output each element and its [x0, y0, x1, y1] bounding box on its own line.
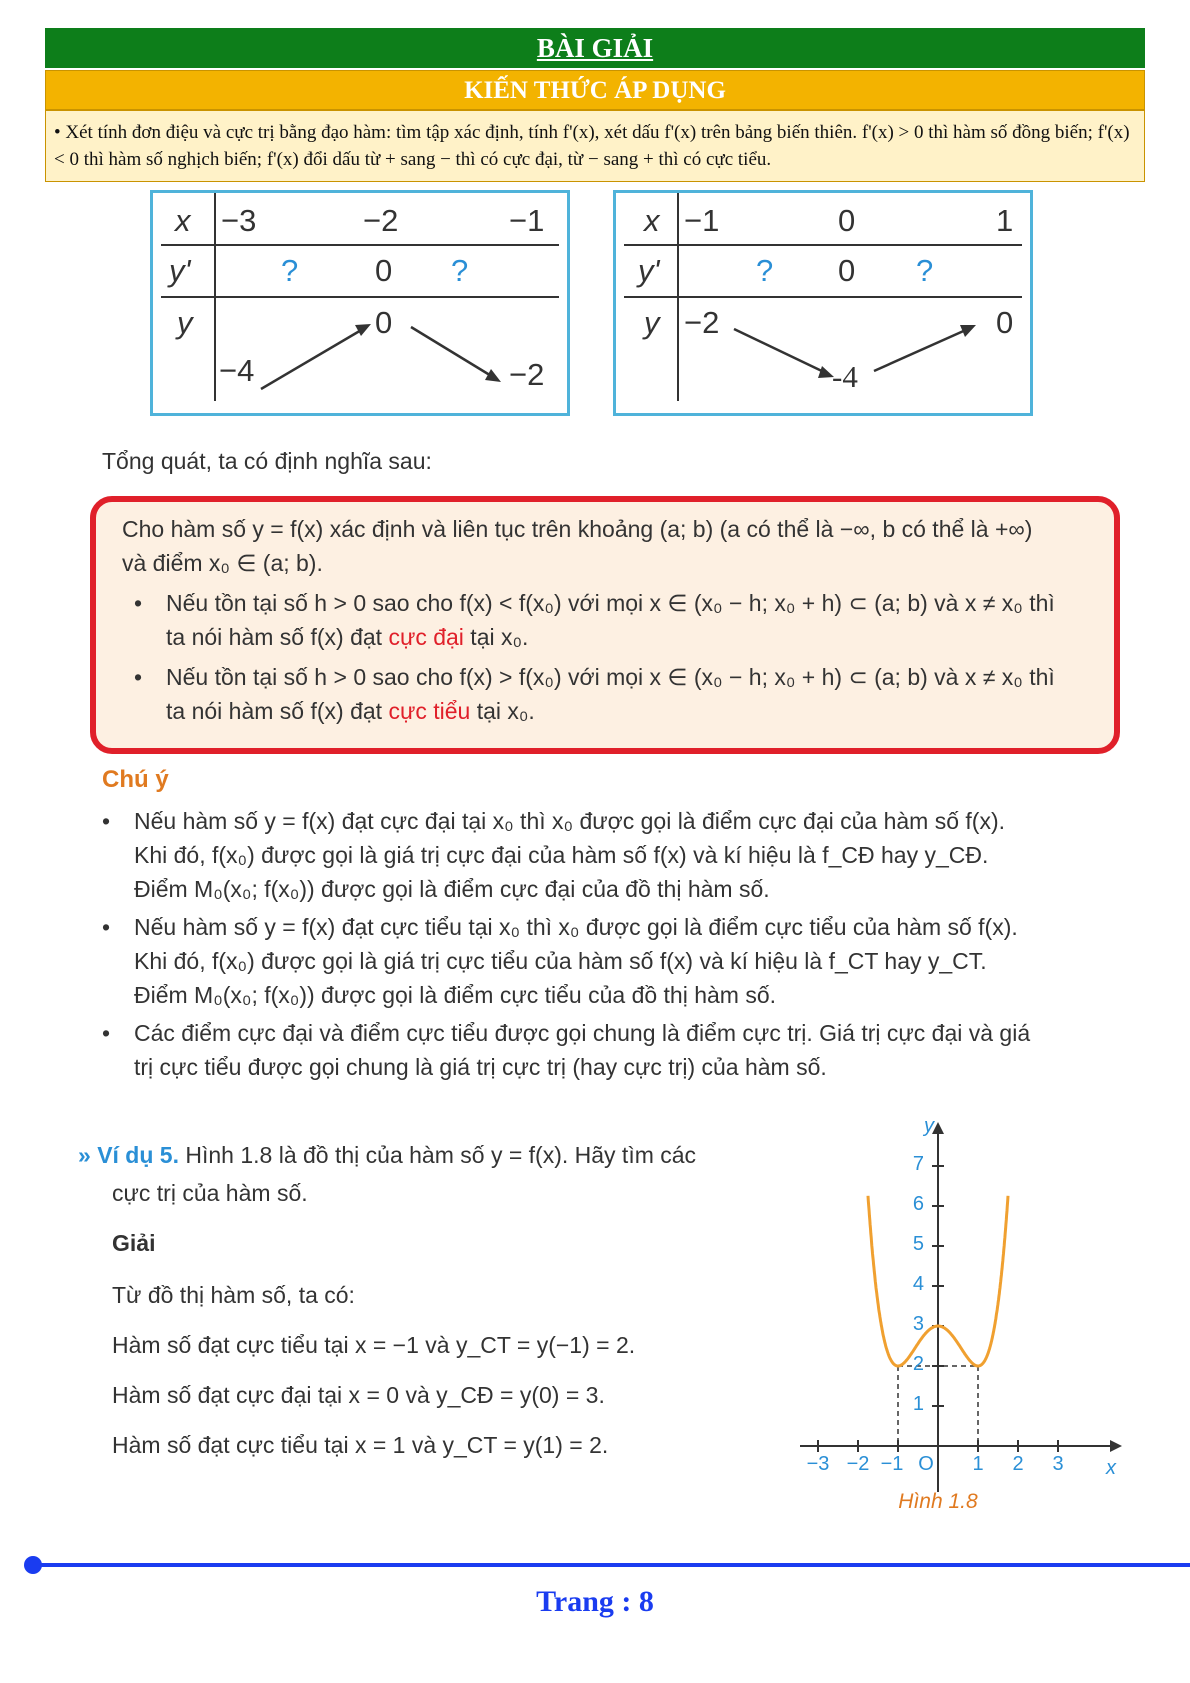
figure-caption: Hình 1.8 — [898, 1490, 978, 1512]
variation-table-2 — [613, 190, 1033, 416]
example-intro — [78, 1138, 768, 1172]
y-tick-label: 5 — [912, 1233, 924, 1255]
x-tick-label: 1 — [972, 1453, 984, 1475]
bullet-dot: • — [102, 808, 111, 834]
page-number: Trang : 8 — [536, 1585, 654, 1618]
example-text: Hình 1.8 là đồ thị của hàm số y = f(x). Hãy tìm các — [178, 1142, 697, 1168]
t2-y-bottom: -4 — [832, 359, 858, 394]
intro-text: Tổng quát, ta có định nghĩa sau: — [102, 448, 432, 474]
t1-yp-val: ? — [281, 253, 299, 288]
note-line: trị cực tiểu được gọi chung là giá trị cực trị (hay cực trị) của hàm số. — [134, 1054, 827, 1080]
y-tick-label: 6 — [912, 1193, 924, 1215]
note-line: Điểm M₀(x₀; f(x₀)) được gọi là điểm cực đại của đồ thị hàm số. — [134, 876, 770, 902]
t2-yp-val: ? — [916, 253, 934, 288]
solution-line: Hàm số đạt cực đại tại x = 0 và y_CĐ = y(0) = 3. — [112, 1382, 605, 1408]
solution-line: Hàm số đạt cực tiểu tại x = −1 và y_CT = y(−1) = 2. — [112, 1332, 636, 1358]
note-line: Điểm M₀(x₀; f(x₀)) được gọi là điểm cực tiểu của đồ thị hàm số. — [134, 982, 777, 1008]
note-item — [90, 804, 1120, 906]
note-list — [90, 804, 1120, 1084]
term-min: cực tiểu — [388, 698, 471, 724]
t2-yp-val: 0 — [838, 253, 856, 288]
t1-y-top: 0 — [375, 305, 393, 340]
bullet-dot: • — [134, 664, 143, 690]
t1-y-right: −2 — [509, 357, 545, 392]
t2-y-right: 0 — [996, 305, 1014, 340]
footer-rule — [28, 1563, 1190, 1567]
t1-yp-val: ? — [451, 253, 469, 288]
t1-x-label: x — [175, 203, 191, 238]
t1-y-label: y — [177, 305, 193, 340]
solution-line: Hàm số đạt cực tiểu tại x = 1 và y_CT = y(1) = 2. — [112, 1432, 609, 1458]
bullet-dot: • — [102, 1020, 111, 1046]
t2-x-val: 0 — [838, 203, 856, 238]
solution-line: Từ đồ thị hàm số, ta có: — [112, 1282, 355, 1308]
figure-graph — [790, 1112, 1130, 1512]
t2-x-val: −1 — [684, 203, 720, 238]
note-item — [90, 1016, 1120, 1084]
solution-heading: Giải — [112, 1230, 156, 1256]
variation-table-1 — [150, 190, 570, 416]
note-line: Nếu hàm số y = f(x) đạt cực đại tại x₀ thì x₀ được gọi là điểm cực đại của hàm số f(x). — [134, 808, 1005, 834]
t1-yp-label: y' — [169, 253, 191, 288]
x-axis-arrow — [1110, 1440, 1122, 1452]
example-text-2: cực trị của hàm số. — [112, 1180, 308, 1206]
t2-yp-label: y' — [638, 253, 660, 288]
t1-y-left: −4 — [219, 353, 255, 388]
definition-bullet-min — [122, 660, 1100, 728]
y-axis-label: y — [924, 1115, 934, 1137]
definition-text: ta nói hàm số f(x) đạt — [166, 624, 389, 650]
note-line: Nếu hàm số y = f(x) đạt cực tiểu tại x₀ thì x₀ được gọi là điểm cực tiểu của hàm số f(x). — [134, 914, 1018, 940]
knowledge-title: KIẾN THỨC ÁP DỤNG — [45, 70, 1145, 110]
definition-bullet-line: Nếu tồn tại số h > 0 sao cho f(x) < f(x₀) với mọi x ∈ (x₀ − h; x₀ + h) ⊂ (a; b) và x ≠ x₀ thì — [166, 590, 1055, 616]
bullet-dot: • — [102, 914, 111, 940]
t2-x-val: 1 — [996, 203, 1014, 238]
note-line: Khi đó, f(x₀) được gọi là giá trị cực tiểu của hàm số f(x) và kí hiệu là f_CT hay y_CT. — [134, 948, 987, 974]
table-2-lines — [616, 193, 1030, 413]
x-tick-label: −2 — [846, 1453, 870, 1475]
y-tick-label: 1 — [912, 1393, 924, 1415]
note-line: Khi đó, f(x₀) được gọi là giá trị cực đại của hàm số f(x) và kí hiệu là f_CĐ hay y_CĐ. — [134, 842, 989, 868]
y-tick-label: 3 — [912, 1313, 924, 1335]
y-tick-label: 7 — [912, 1153, 924, 1175]
x-tick-label: −3 — [806, 1453, 830, 1475]
x-tick-label: 2 — [1012, 1453, 1024, 1475]
bullet-dot: • — [134, 590, 143, 616]
t1-x-val: −3 — [221, 203, 257, 238]
t2-y-left: −2 — [684, 305, 720, 340]
t1-yp-val: 0 — [375, 253, 393, 288]
origin-label: O — [918, 1453, 934, 1475]
footer-rule-dot — [24, 1556, 42, 1574]
definition-bullet-line: Nếu tồn tại số h > 0 sao cho f(x) > f(x₀) với mọi x ∈ (x₀ − h; x₀ + h) ⊂ (a; b) và x ≠ x₀ thì — [166, 664, 1055, 690]
definition-line: Cho hàm số y = f(x) xác định và liên tục trên khoảng (a; b) (a có thể là −∞, b có thể là +∞) — [122, 516, 1033, 542]
definition-box — [90, 496, 1120, 754]
note-title: Chú ý — [102, 766, 169, 793]
note-line: Các điểm cực đại và điểm cực tiểu được gọi chung là điểm cực trị. Giá trị cực đại và giá — [134, 1020, 1031, 1046]
definition-bullet-max — [122, 586, 1100, 654]
t2-x-label: x — [644, 203, 660, 238]
y-tick-label: 2 — [912, 1353, 924, 1375]
x-tick-label: 3 — [1052, 1453, 1064, 1475]
y-tick-label: 4 — [912, 1273, 924, 1295]
x-axis-label: x — [1106, 1457, 1116, 1479]
term-max: cực đại — [388, 624, 464, 650]
t1-x-val: −2 — [363, 203, 399, 238]
definition-text: tại x₀. — [470, 698, 535, 724]
solution-title: BÀI GIẢI — [45, 28, 1145, 68]
definition-text: tại x₀. — [463, 624, 529, 650]
knowledge-text: • Xét tính đơn điệu và cực trị bằng đạo hàm: tìm tập xác định, tính f'(x), xét dấu f'(x) trên bảng biến thiên. f'(x) > 0 thì hàm số đồng biến; f'(x) < 0 thì hàm số nghịch biến; f'(x) đổi dấu từ + sang − thì có cực đại, từ − sang + thì có cực tiểu. — [45, 110, 1145, 182]
t2-yp-val: ? — [756, 253, 774, 288]
note-item — [90, 910, 1120, 1012]
t1-x-val: −1 — [509, 203, 545, 238]
definition-line: và điểm x₀ ∈ (a; b). — [122, 550, 323, 576]
table-1-lines — [153, 193, 567, 413]
t2-y-label: y — [644, 305, 660, 340]
definition-text: ta nói hàm số f(x) đạt — [166, 698, 389, 724]
x-tick-label: −1 — [880, 1453, 904, 1475]
example-marker-icon: » — [78, 1142, 91, 1168]
example-label: Ví dụ 5. — [97, 1142, 179, 1168]
